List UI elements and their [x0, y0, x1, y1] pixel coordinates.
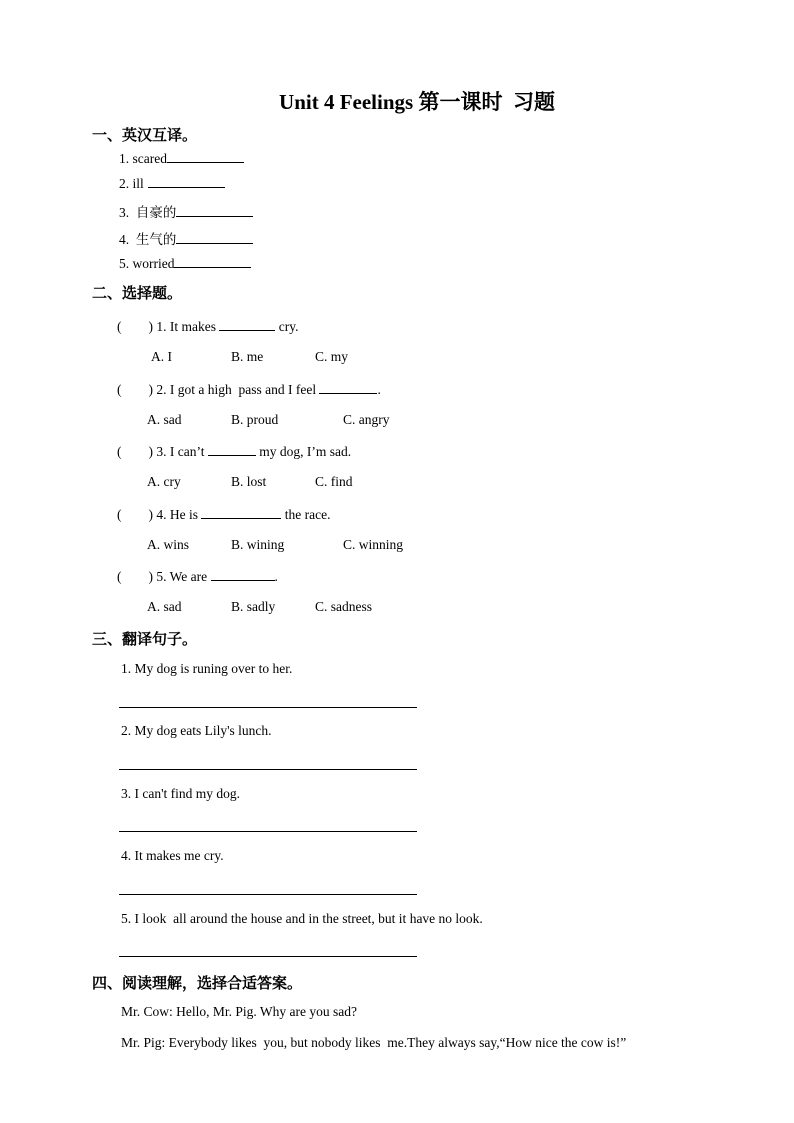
section-2-heading: 二、选择题。 [92, 286, 183, 302]
sentence: 2. My dog eats Lily's lunch. [121, 723, 272, 738]
option-c[interactable]: C. winning [343, 537, 404, 552]
question-stem [117, 506, 330, 523]
stem-text: 5. We are [156, 569, 211, 584]
answer-bracket[interactable]: ( ) [117, 507, 153, 522]
answer-bracket[interactable]: ( ) [117, 382, 153, 397]
option-b[interactable]: B. me [231, 349, 264, 364]
stem-text: my dog, I’m sad. [255, 444, 352, 459]
option-a[interactable]: A. cry [147, 474, 181, 489]
section-3-heading: 三、翻译句子。 [92, 632, 198, 648]
stem-text: 4. He is [156, 507, 202, 522]
stem-text: 2. I got a high pass and I feel [156, 382, 320, 397]
answer-bracket[interactable]: ( ) [117, 319, 153, 334]
dialogue-line: Mr. Cow: Hello, Mr. Pig. Why are you sad? [121, 1004, 357, 1019]
answer-blank[interactable] [174, 255, 251, 268]
option-a[interactable]: A. wins [147, 537, 190, 552]
question-stem [117, 443, 351, 460]
answer-blank[interactable] [176, 231, 253, 244]
option-b[interactable]: B. lost [231, 474, 267, 489]
stem-text: the race. [281, 507, 331, 522]
page-title: Unit 4 Feelings 第一课时 习题 [279, 90, 555, 114]
question-stem [117, 381, 381, 398]
answer-bracket[interactable]: ( ) [117, 444, 153, 459]
answer-blank [219, 318, 275, 331]
option-c[interactable]: C. find [315, 474, 353, 489]
dialogue-line: Mr. Pig: Everybody likes you, but nobody likes me.They always say,“How nice the cow is!” [121, 1035, 627, 1050]
vocab-text: 2. ill [119, 176, 144, 191]
option-b[interactable]: B. proud [231, 412, 279, 427]
vocab-text: 4. 生气的 [119, 232, 177, 247]
vocab-text: 5. worried [119, 256, 175, 271]
answer-bracket[interactable]: ( ) [117, 569, 153, 584]
answer-blank [201, 506, 281, 519]
question-stem [117, 568, 278, 585]
stem-text: cry. [275, 319, 299, 334]
answer-line[interactable] [119, 956, 417, 957]
vocab-item [119, 201, 253, 221]
section-1-heading: 一、英汉互译。 [92, 128, 198, 144]
option-a[interactable]: A. sad [147, 412, 182, 427]
stem-text: 1. It makes [156, 319, 220, 334]
vocab-item [119, 228, 253, 248]
answer-line[interactable] [119, 769, 417, 770]
sentence: 1. My dog is runing over to her. [121, 661, 293, 676]
option-c[interactable]: C. sadness [315, 599, 372, 614]
stem-text: . [274, 569, 278, 584]
vocab-item [119, 255, 251, 272]
answer-blank[interactable] [176, 204, 253, 217]
answer-blank[interactable] [167, 150, 244, 163]
sentence: 3. I can't find my dog. [121, 786, 241, 801]
vocab-item [119, 175, 225, 192]
option-b[interactable]: B. sadly [231, 599, 276, 614]
answer-blank [211, 568, 275, 581]
answer-line[interactable] [119, 831, 417, 832]
section-4-heading: 四、阅读理解，选择合适答案。 [92, 976, 303, 992]
option-c[interactable]: C. angry [343, 412, 390, 427]
option-a[interactable]: A. sad [147, 599, 182, 614]
question-stem [117, 318, 299, 335]
answer-line[interactable] [119, 707, 417, 708]
option-a[interactable]: A. I [151, 349, 172, 364]
vocab-text: 1. scared [119, 151, 167, 166]
stem-text: . [377, 382, 381, 397]
answer-blank [208, 443, 256, 456]
vocab-text: 3. 自豪的 [119, 205, 177, 220]
answer-blank [319, 381, 377, 394]
answer-blank[interactable] [148, 175, 225, 188]
answer-line[interactable] [119, 894, 417, 895]
option-b[interactable]: B. wining [231, 537, 285, 552]
option-c[interactable]: C. my [315, 349, 349, 364]
stem-text: 3. I can’t [156, 444, 208, 459]
vocab-item [119, 150, 244, 167]
sentence: 4. It makes me cry. [121, 848, 224, 863]
sentence: 5. I look all around the house and in the street, but it have no look. [121, 911, 483, 926]
